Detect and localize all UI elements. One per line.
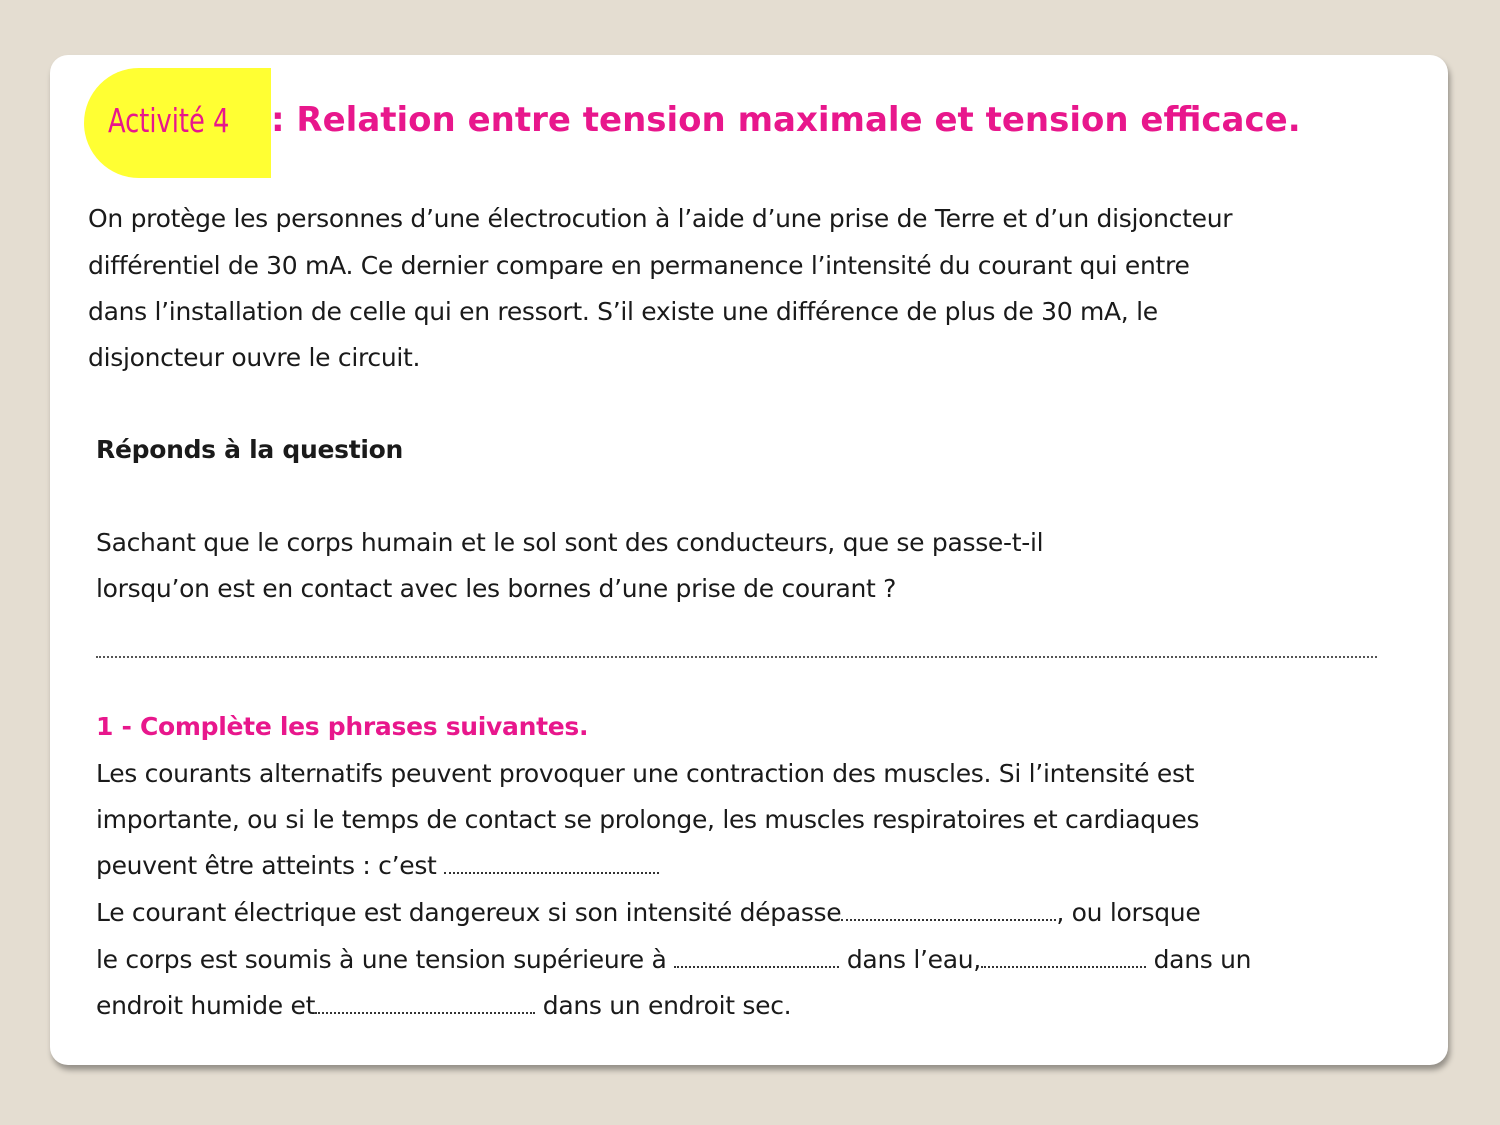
intro-line-4: disjoncteur ouvre le circuit. (88, 343, 421, 372)
exercise-line-6-suffix: dans un endroit sec. (542, 991, 792, 1020)
blank-2[interactable] (841, 915, 1056, 921)
activity-badge-label: Activité 4 (108, 101, 230, 140)
blank-1[interactable] (444, 868, 659, 874)
exercise-line-2: importante, ou si le temps de contact se prolonge, les muscles respiratoires et cardiaques (96, 805, 1200, 834)
exercise-line-3 (96, 851, 659, 880)
exercise-line-3-text: peuvent être atteints : c’est (96, 851, 437, 880)
blank-5[interactable] (315, 1008, 535, 1014)
exercise-line-4-suffix: , ou lorsque (1056, 898, 1201, 927)
intro-line-1: On protège les personnes d’une électrocution à l’aide d’une prise de Terre et d’un disjoncteur (88, 204, 1233, 233)
blank-4[interactable] (981, 962, 1146, 968)
answer-line[interactable] (96, 656, 1377, 658)
intro-line-2: différentiel de 30 mA. Ce dernier compare en permanence l’intensité du courant qui entre (88, 251, 1190, 280)
question-line-2: lorsqu’on est en contact avec les bornes d’une prise de courant ? (96, 574, 897, 603)
section-1-heading: 1 - Complète les phrases suivantes. (96, 712, 589, 741)
page-title: : Relation entre tension maximale et tension efficace. (271, 100, 1301, 140)
exercise-line-1: Les courants alternatifs peuvent provoquer une contraction des muscles. Si l’intensité est (96, 759, 1195, 788)
intro-line-3: dans l’installation de celle qui en ressort. S’il existe une différence de plus de 30 mA, le (88, 297, 1158, 326)
activity-badge (84, 68, 271, 178)
exercise-line-4 (96, 898, 1200, 927)
question-line-1: Sachant que le corps humain et le sol sont des conducteurs, que se passe-t-il (96, 528, 1044, 557)
exercise-line-5-suffix: dans un (1153, 945, 1252, 974)
exercise-line-5-mid: dans l’eau, (846, 945, 981, 974)
exercise-line-5-text: le corps est soumis à une tension supérieure à (96, 945, 667, 974)
blank-3[interactable] (674, 962, 839, 968)
exercise-line-6 (96, 991, 791, 1020)
exercise-line-4-text: Le courant électrique est dangereux si son intensité dépasse (96, 898, 842, 927)
question-heading: Réponds à la question (96, 435, 403, 464)
exercise-line-6-text: endroit humide et (96, 991, 316, 1020)
exercise-line-5 (96, 945, 1251, 974)
